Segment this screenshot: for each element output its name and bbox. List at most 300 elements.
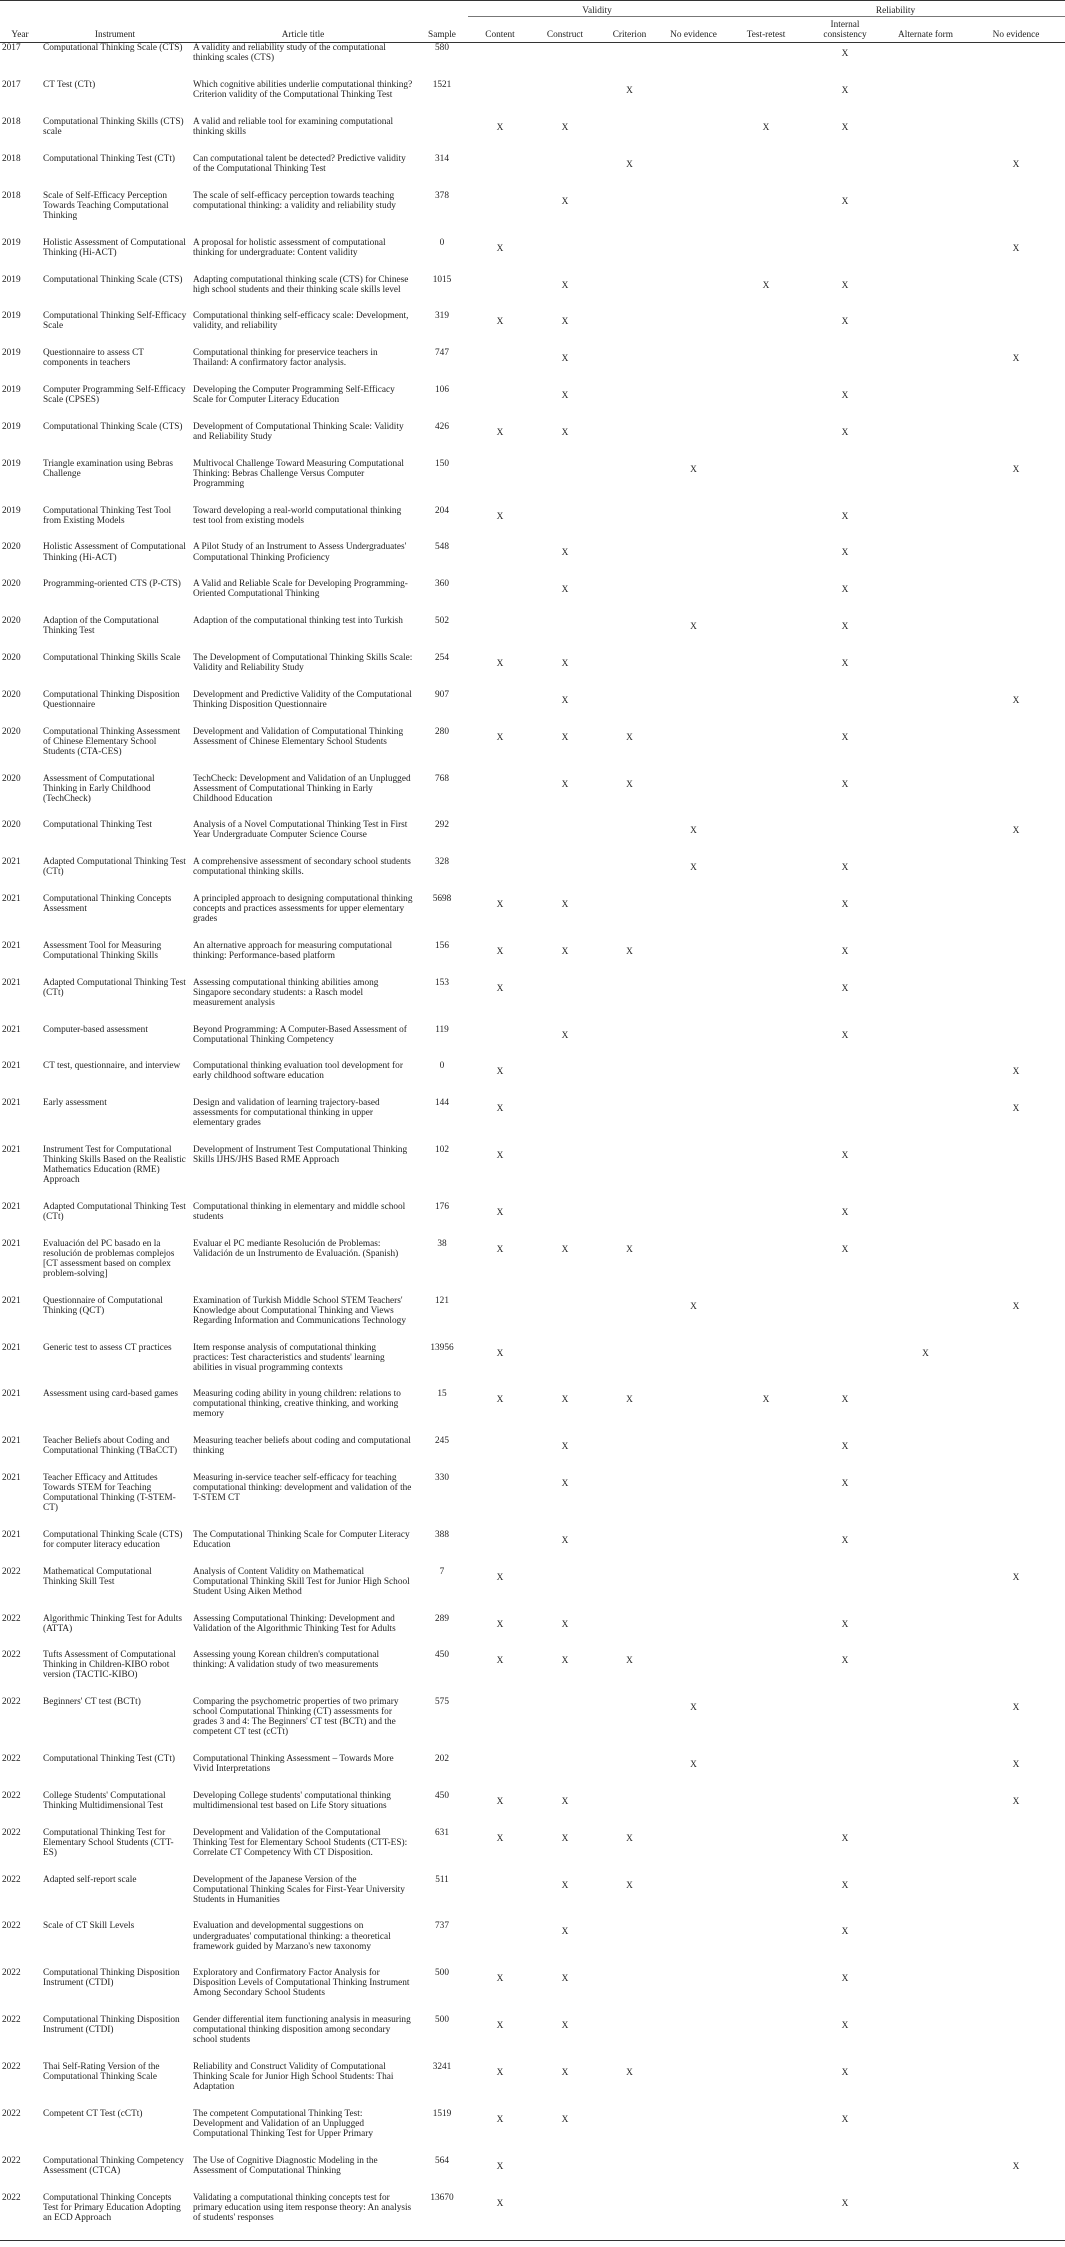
article-title-cell: Can computational talent be detected? Predictive validity of the Computational Thinking Test: [193, 154, 406, 175]
mark-cell-test-retest: [726, 1921, 806, 1968]
mark-cell-internal-consistency: [806, 1697, 884, 1754]
year-cell: 2019: [2, 458, 21, 469]
mark-x: X: [1012, 464, 1020, 475]
mark-x: X: [496, 1067, 504, 1078]
mark-cell-criterion: [598, 43, 661, 81]
mark-cell-construct: [532, 1202, 598, 1239]
table-row: [0, 1239, 1065, 1296]
mark-cell-alternate-form: [884, 1697, 967, 1754]
instrument-cell: Teacher Efficacy and Attitudes Towards STEM for Teaching Computational Thinking (T-STEM-CT): [43, 1473, 176, 1514]
mark-cell-no-evidence-validity: [661, 154, 726, 191]
mark-cell-test-retest: [726, 1296, 806, 1343]
validity-group-header: Validity: [468, 1, 726, 17]
mark-cell-content: [468, 1968, 532, 2015]
mark-x: X: [1012, 1067, 1020, 1078]
table-row: [0, 820, 1065, 857]
table-row: [0, 459, 1065, 506]
year-cell: 2022: [2, 1827, 21, 1838]
instrument-cell: Computational Thinking Competency Assessment (CTCA): [43, 2155, 184, 2176]
mark-cell-internal-consistency: [806, 1098, 884, 1145]
mark-cell-construct: [532, 1614, 598, 1651]
mark-cell-alternate-form: [884, 690, 967, 727]
mark-cell-internal-consistency: [806, 857, 884, 894]
col-content: Content: [468, 17, 532, 43]
mark-cell-criterion: [598, 1828, 661, 1875]
year-cell: 2019: [2, 348, 21, 359]
mark-cell-alternate-form: [884, 727, 967, 774]
mark-cell-test-retest: [726, 774, 806, 821]
mark-cell-alternate-form: [884, 579, 967, 616]
mark-cell-alternate-form: [884, 1473, 967, 1530]
mark-cell-content: [468, 616, 532, 653]
mark-cell-content: [468, 1754, 532, 1791]
mark-x: X: [561, 196, 569, 207]
mark-cell-alternate-form: [884, 1567, 967, 1614]
mark-cell-construct: [532, 616, 598, 653]
mark-cell-internal-consistency: [806, 894, 884, 941]
mark-x: X: [690, 1760, 697, 1771]
mark-cell-alternate-form: [884, 857, 967, 894]
mark-cell-construct: [532, 2062, 598, 2109]
table-row: [0, 579, 1065, 616]
article-title-cell: Computational thinking in elementary and middle school students: [193, 1201, 406, 1222]
mark-cell-no-evidence-reliability: [967, 1875, 1065, 1922]
mark-cell-construct: [532, 653, 598, 690]
mark-cell-content: [468, 385, 532, 422]
article-title-cell: A proposal for holistic assessment of computational thinking for undergraduate: Content validity: [193, 237, 386, 258]
mark-x: X: [626, 779, 633, 790]
col-instrument: Instrument: [40, 17, 190, 43]
sample-cell: 450: [435, 1650, 449, 1661]
mark-x: X: [841, 1974, 849, 1985]
mark-cell-no-evidence-validity: [661, 1343, 726, 1390]
col-no-evidence-reliability: No evidence: [967, 17, 1065, 43]
year-cell: 2021: [2, 1436, 21, 1447]
mark-cell-internal-consistency: [806, 422, 884, 459]
mark-cell-criterion: [598, 774, 661, 821]
table-row: [0, 1145, 1065, 1202]
mark-cell-internal-consistency: [806, 43, 884, 81]
year-cell: 2021: [2, 1061, 21, 1072]
year-cell: 2018: [2, 190, 21, 201]
article-title-cell: The Development of Computational Thinking Skills Scale: Validity and Reliability Study: [193, 653, 413, 674]
mark-cell-no-evidence-validity: [661, 978, 726, 1025]
mark-cell-alternate-form: [884, 653, 967, 690]
instrument-cell: Competent CT Test (cCTt): [43, 2108, 143, 2119]
mark-cell-no-evidence-validity: [661, 422, 726, 459]
table-row: [0, 2109, 1065, 2156]
mark-x: X: [561, 1880, 569, 1891]
mark-x: X: [841, 1244, 849, 1255]
mark-cell-criterion: [598, 1025, 661, 1062]
mark-cell-alternate-form: [884, 1436, 967, 1473]
mark-cell-criterion: [598, 2062, 661, 2109]
mark-x: X: [841, 779, 849, 790]
mark-x: X: [561, 900, 569, 911]
mark-cell-construct: [532, 2156, 598, 2193]
mark-cell-criterion: [598, 1530, 661, 1567]
mark-cell-content: [468, 1614, 532, 1651]
mark-cell-alternate-form: [884, 1239, 967, 1296]
year-cell: 2022: [2, 1650, 21, 1661]
mark-x: X: [841, 511, 849, 522]
instrument-cell: Computer Programming Self-Efficacy Scale (CPSES): [43, 385, 186, 406]
mark-cell-construct: [532, 1754, 598, 1791]
mark-cell-internal-consistency: [806, 2156, 884, 2193]
mark-cell-no-evidence-validity: [661, 1968, 726, 2015]
instrument-cell: Adaption of the Computational Thinking Test: [43, 616, 159, 637]
article-title-cell: Development of the Japanese Version of the Computational Thinking Scales for First-Year University Students in Humanities: [193, 1874, 405, 1905]
mark-cell-internal-consistency: [806, 1145, 884, 1202]
instrument-cell: Computational Thinking Assessment of Chinese Elementary School Students (CTA-CES): [43, 726, 181, 757]
mark-cell-construct: [532, 348, 598, 385]
article-title-cell: Assessing young Korean children's computational thinking: A validation study of two measurements: [193, 1650, 380, 1671]
mark-cell-content: [468, 1061, 532, 1098]
mark-cell-internal-consistency: [806, 941, 884, 978]
mark-cell-no-evidence-reliability: [967, 1145, 1065, 1202]
mark-x: X: [841, 1880, 849, 1891]
year-cell: 2019: [2, 505, 21, 516]
year-cell: 2021: [2, 1024, 21, 1035]
mark-cell-construct: [532, 1697, 598, 1754]
mark-x: X: [762, 1395, 770, 1406]
table-row: [0, 1614, 1065, 1651]
mark-cell-no-evidence-reliability: [967, 1968, 1065, 2015]
mark-x: X: [561, 779, 569, 790]
instrument-cell: Computational Thinking Test (CTt): [43, 1754, 175, 1765]
mark-x: X: [561, 1244, 569, 1255]
year-cell: 2021: [2, 1295, 21, 1306]
mark-cell-no-evidence-validity: [661, 459, 726, 506]
article-title-cell: Development and Validation of Computational Thinking Assessment of Chinese Elementary School Students: [193, 726, 404, 747]
instrument-cell: Instrument Test for Computational Thinking Skills Based on the Realistic Mathematics Education (RME) Approach: [43, 1145, 186, 1186]
year-cell: 2021: [2, 1145, 21, 1156]
year-cell: 2021: [2, 1238, 21, 1249]
instrument-cell: Computational Thinking Skills (CTS) scale: [43, 117, 184, 138]
mark-cell-test-retest: [726, 1202, 806, 1239]
mark-x: X: [1012, 1760, 1020, 1771]
mark-cell-no-evidence-reliability: [967, 690, 1065, 727]
mark-cell-test-retest: [726, 80, 806, 117]
mark-cell-criterion: [598, 385, 661, 422]
mark-cell-criterion: [598, 727, 661, 774]
article-title-cell: Developing the Computer Programming Self-Efficacy Scale for Computer Literacy Education: [193, 385, 395, 406]
mark-cell-internal-consistency: [806, 1875, 884, 1922]
mark-cell-alternate-form: [884, 506, 967, 543]
year-cell: 2021: [2, 857, 21, 868]
mark-x: X: [561, 585, 569, 596]
mark-cell-alternate-form: [884, 191, 967, 238]
mark-cell-content: [468, 348, 532, 385]
table-row: [0, 1530, 1065, 1567]
mark-cell-criterion: [598, 1436, 661, 1473]
mark-cell-content: [468, 690, 532, 727]
mark-cell-construct: [532, 1061, 598, 1098]
mark-cell-content: [468, 857, 532, 894]
mark-cell-no-evidence-validity: [661, 1791, 726, 1828]
mark-cell-alternate-form: [884, 1025, 967, 1062]
table-row: [0, 941, 1065, 978]
mark-cell-no-evidence-validity: [661, 2109, 726, 2156]
mark-cell-alternate-form: [884, 820, 967, 857]
mark-cell-test-retest: [726, 1145, 806, 1202]
mark-cell-alternate-form: [884, 117, 967, 154]
mark-x: X: [841, 1395, 849, 1406]
mark-cell-construct: [532, 154, 598, 191]
instrument-cell: Scale of Self-Efficacy Perception Towards Teaching Computational Thinking: [43, 190, 169, 221]
mark-cell-no-evidence-validity: [661, 117, 726, 154]
mark-cell-internal-consistency: [806, 238, 884, 275]
mark-cell-criterion: [598, 238, 661, 275]
mark-cell-no-evidence-reliability: [967, 238, 1065, 275]
mark-cell-alternate-form: [884, 1061, 967, 1098]
mark-x: X: [626, 732, 633, 743]
mark-cell-no-evidence-validity: [661, 506, 726, 543]
table-row: [0, 43, 1065, 81]
mark-x: X: [561, 391, 569, 402]
mark-x: X: [496, 946, 504, 957]
mark-x: X: [496, 1348, 504, 1359]
mark-cell-content: [468, 1436, 532, 1473]
mark-cell-no-evidence-validity: [661, 1296, 726, 1343]
table-row: [0, 238, 1065, 275]
mark-cell-no-evidence-reliability: [967, 616, 1065, 653]
instrument-cell: Computational Thinking Scale (CTS): [43, 421, 183, 432]
table-row: [0, 1828, 1065, 1875]
mark-cell-alternate-form: [884, 1921, 967, 1968]
table-row: [0, 311, 1065, 348]
mark-cell-construct: [532, 857, 598, 894]
article-title-cell: A Pilot Study of an Instrument to Assess Undergraduates' Computational Thinking Proficiency: [193, 542, 407, 563]
mark-x: X: [561, 1796, 569, 1807]
mark-x: X: [561, 1535, 569, 1546]
mark-x: X: [841, 1619, 849, 1630]
mark-cell-content: [468, 1791, 532, 1828]
table-row: [0, 348, 1065, 385]
mark-cell-internal-consistency: [806, 1296, 884, 1343]
mark-cell-criterion: [598, 2193, 661, 2241]
sample-cell: 575: [435, 1697, 449, 1708]
mark-cell-content: [468, 43, 532, 81]
instrument-cell: Computational Thinking Test for Elementary School Students (CTT-ES): [43, 1827, 174, 1858]
mark-cell-test-retest: [726, 117, 806, 154]
mark-cell-no-evidence-reliability: [967, 1754, 1065, 1791]
sample-cell: 176: [435, 1201, 449, 1212]
mark-cell-no-evidence-validity: [661, 1061, 726, 1098]
mark-cell-construct: [532, 1650, 598, 1697]
mark-cell-no-evidence-reliability: [967, 422, 1065, 459]
mark-cell-no-evidence-validity: [661, 1650, 726, 1697]
mark-cell-content: [468, 1296, 532, 1343]
article-title-cell: Exploratory and Confirmatory Factor Analysis for Disposition Levels of Computational Thinking Instrument Among Secondary School Students: [193, 1968, 410, 1999]
mark-cell-content: [468, 579, 532, 616]
mark-cell-no-evidence-validity: [661, 2156, 726, 2193]
article-title-cell: The Use of Cognitive Diagnostic Modeling in the Assessment of Computational Thinking: [193, 2155, 378, 2176]
instrument-cell: Evaluación del PC basado en la resolución de problemas complejos [CT assessment based on complex problem-solving]: [43, 1238, 175, 1279]
mark-x: X: [496, 1207, 504, 1218]
mark-cell-construct: [532, 1875, 598, 1922]
sample-cell: 328: [435, 857, 449, 868]
mark-x: X: [841, 1479, 849, 1490]
mark-cell-test-retest: [726, 1828, 806, 1875]
col-year: Year: [0, 17, 40, 43]
mark-cell-content: [468, 1239, 532, 1296]
mark-cell-no-evidence-reliability: [967, 1296, 1065, 1343]
table-row: [0, 1389, 1065, 1436]
instrument-cell: Adapted Computational Thinking Test (CTt): [43, 1201, 186, 1222]
mark-cell-no-evidence-validity: [661, 1614, 726, 1651]
year-cell: 2020: [2, 616, 21, 627]
instrument-cell: Computational Thinking Scale (CTS): [43, 274, 183, 285]
article-title-cell: Computational thinking self-efficacy scale: Development, validity, and reliability: [193, 311, 409, 332]
sample-cell: 204: [435, 505, 449, 516]
instrument-cell: Computational Thinking Self-Efficacy Scale: [43, 311, 187, 332]
instrument-cell: Computational Thinking Scale (CTS): [43, 43, 183, 53]
sample-cell: 388: [435, 1529, 449, 1540]
mark-cell-internal-consistency: [806, 154, 884, 191]
sample-cell: 3241: [432, 2062, 452, 2072]
sample-cell: 292: [435, 820, 449, 831]
mark-x: X: [841, 49, 849, 59]
mark-cell-internal-consistency: [806, 2109, 884, 2156]
article-title-cell: Reliability and Construct Validity of Computational Thinking Scale for Junior High School Students: Thai Adaptation: [193, 2062, 394, 2093]
sample-cell: 254: [435, 653, 449, 663]
mark-cell-construct: [532, 1473, 598, 1530]
mark-cell-construct: [532, 275, 598, 312]
mark-cell-construct: [532, 727, 598, 774]
mark-cell-alternate-form: [884, 1875, 967, 1922]
mark-cell-test-retest: [726, 1098, 806, 1145]
table-row: [0, 1025, 1065, 1062]
table-row: [0, 978, 1065, 1025]
year-cell: 2020: [2, 820, 21, 831]
sample-cell: 747: [435, 348, 449, 359]
mark-cell-no-evidence-validity: [661, 238, 726, 275]
mark-cell-internal-consistency: [806, 2193, 884, 2241]
mark-cell-test-retest: [726, 1343, 806, 1390]
mark-cell-content: [468, 1343, 532, 1390]
mark-cell-criterion: [598, 1921, 661, 1968]
mark-cell-alternate-form: [884, 542, 967, 579]
table-row: [0, 1650, 1065, 1697]
table-row: [0, 422, 1065, 459]
mark-x: X: [496, 732, 504, 743]
sample-cell: 314: [435, 154, 449, 165]
mark-cell-content: [468, 1389, 532, 1436]
mark-cell-alternate-form: [884, 238, 967, 275]
article-title-cell: Development and Validation of the Computational Thinking Test for Elementary School Students (CTT-ES): Correlate CT Competency With CT Disposition.: [193, 1827, 408, 1858]
mark-x: X: [626, 2068, 633, 2078]
mark-cell-internal-consistency: [806, 616, 884, 653]
mark-x: X: [561, 1927, 569, 1938]
mark-cell-no-evidence-reliability: [967, 1098, 1065, 1145]
year-cell: 2022: [2, 1968, 21, 1979]
mark-x: X: [496, 983, 504, 994]
mark-cell-internal-consistency: [806, 1650, 884, 1697]
year-cell: 2021: [2, 1342, 21, 1353]
sample-cell: 156: [435, 940, 449, 951]
mark-x: X: [561, 1833, 569, 1844]
mark-x: X: [561, 317, 569, 328]
article-title-cell: The Computational Thinking Scale for Computer Literacy Education: [193, 1529, 410, 1550]
table-row: [0, 1968, 1065, 2015]
mark-x: X: [841, 427, 849, 438]
mark-x: X: [841, 317, 849, 328]
mark-cell-content: [468, 154, 532, 191]
mark-cell-construct: [532, 690, 598, 727]
mark-cell-content: [468, 506, 532, 543]
instrument-cell: Computational Thinking Scale (CTS) for computer literacy education: [43, 1529, 183, 1550]
mark-cell-no-evidence-validity: [661, 1567, 726, 1614]
table-row: [0, 117, 1065, 154]
mark-x: X: [690, 622, 697, 633]
mark-cell-test-retest: [726, 542, 806, 579]
mark-x: X: [561, 1619, 569, 1630]
mark-x: X: [841, 196, 849, 207]
year-cell: 2022: [2, 2155, 21, 2166]
year-cell: 2019: [2, 385, 21, 396]
mark-x: X: [496, 1796, 504, 1807]
mark-x: X: [841, 1927, 849, 1938]
mark-cell-internal-consistency: [806, 1239, 884, 1296]
mark-cell-construct: [532, 1567, 598, 1614]
mark-cell-no-evidence-validity: [661, 1145, 726, 1202]
sample-cell: 502: [435, 616, 449, 627]
table-row: [0, 1875, 1065, 1922]
sample-cell: 0: [439, 237, 445, 248]
mark-x: X: [561, 1030, 569, 1041]
mark-cell-construct: [532, 80, 598, 117]
mark-x: X: [1012, 1572, 1020, 1583]
mark-cell-no-evidence-validity: [661, 894, 726, 941]
mark-x: X: [496, 1833, 504, 1844]
mark-cell-construct: [532, 43, 598, 81]
instrument-cell: Questionnaire to assess CT components in teachers: [43, 348, 144, 369]
mark-cell-no-evidence-reliability: [967, 1202, 1065, 1239]
year-cell: 2021: [2, 1098, 21, 1109]
mark-cell-construct: [532, 1239, 598, 1296]
mark-cell-criterion: [598, 2109, 661, 2156]
mark-x: X: [626, 1880, 633, 1891]
mark-cell-no-evidence-reliability: [967, 311, 1065, 348]
mark-cell-internal-consistency: [806, 275, 884, 312]
sample-cell: 330: [435, 1473, 449, 1484]
mark-cell-content: [468, 459, 532, 506]
mark-cell-criterion: [598, 2156, 661, 2193]
mark-cell-internal-consistency: [806, 117, 884, 154]
mark-x: X: [1012, 243, 1020, 254]
mark-cell-internal-consistency: [806, 80, 884, 117]
mark-x: X: [496, 2114, 504, 2125]
article-title-cell: Assessing computational thinking abilities among Singapore secondary students: a Rasch model measurement analysis: [193, 977, 379, 1008]
mark-cell-no-evidence-validity: [661, 1697, 726, 1754]
mark-x: X: [841, 2114, 849, 2125]
mark-cell-test-retest: [726, 1791, 806, 1828]
instrument-cell: Early assessment: [43, 1098, 107, 1109]
sample-cell: 1519: [432, 2108, 452, 2119]
mark-x: X: [841, 983, 849, 994]
table-row: [0, 1697, 1065, 1754]
mark-cell-alternate-form: [884, 459, 967, 506]
table-row: [0, 616, 1065, 653]
year-cell: 2020: [2, 726, 21, 737]
mark-cell-criterion: [598, 1875, 661, 1922]
mark-cell-alternate-form: [884, 43, 967, 81]
year-cell: 2021: [2, 940, 21, 951]
year-cell: 2017: [2, 80, 21, 91]
instrument-cell: Computer-based assessment: [43, 1024, 148, 1035]
mark-x: X: [690, 1301, 697, 1312]
